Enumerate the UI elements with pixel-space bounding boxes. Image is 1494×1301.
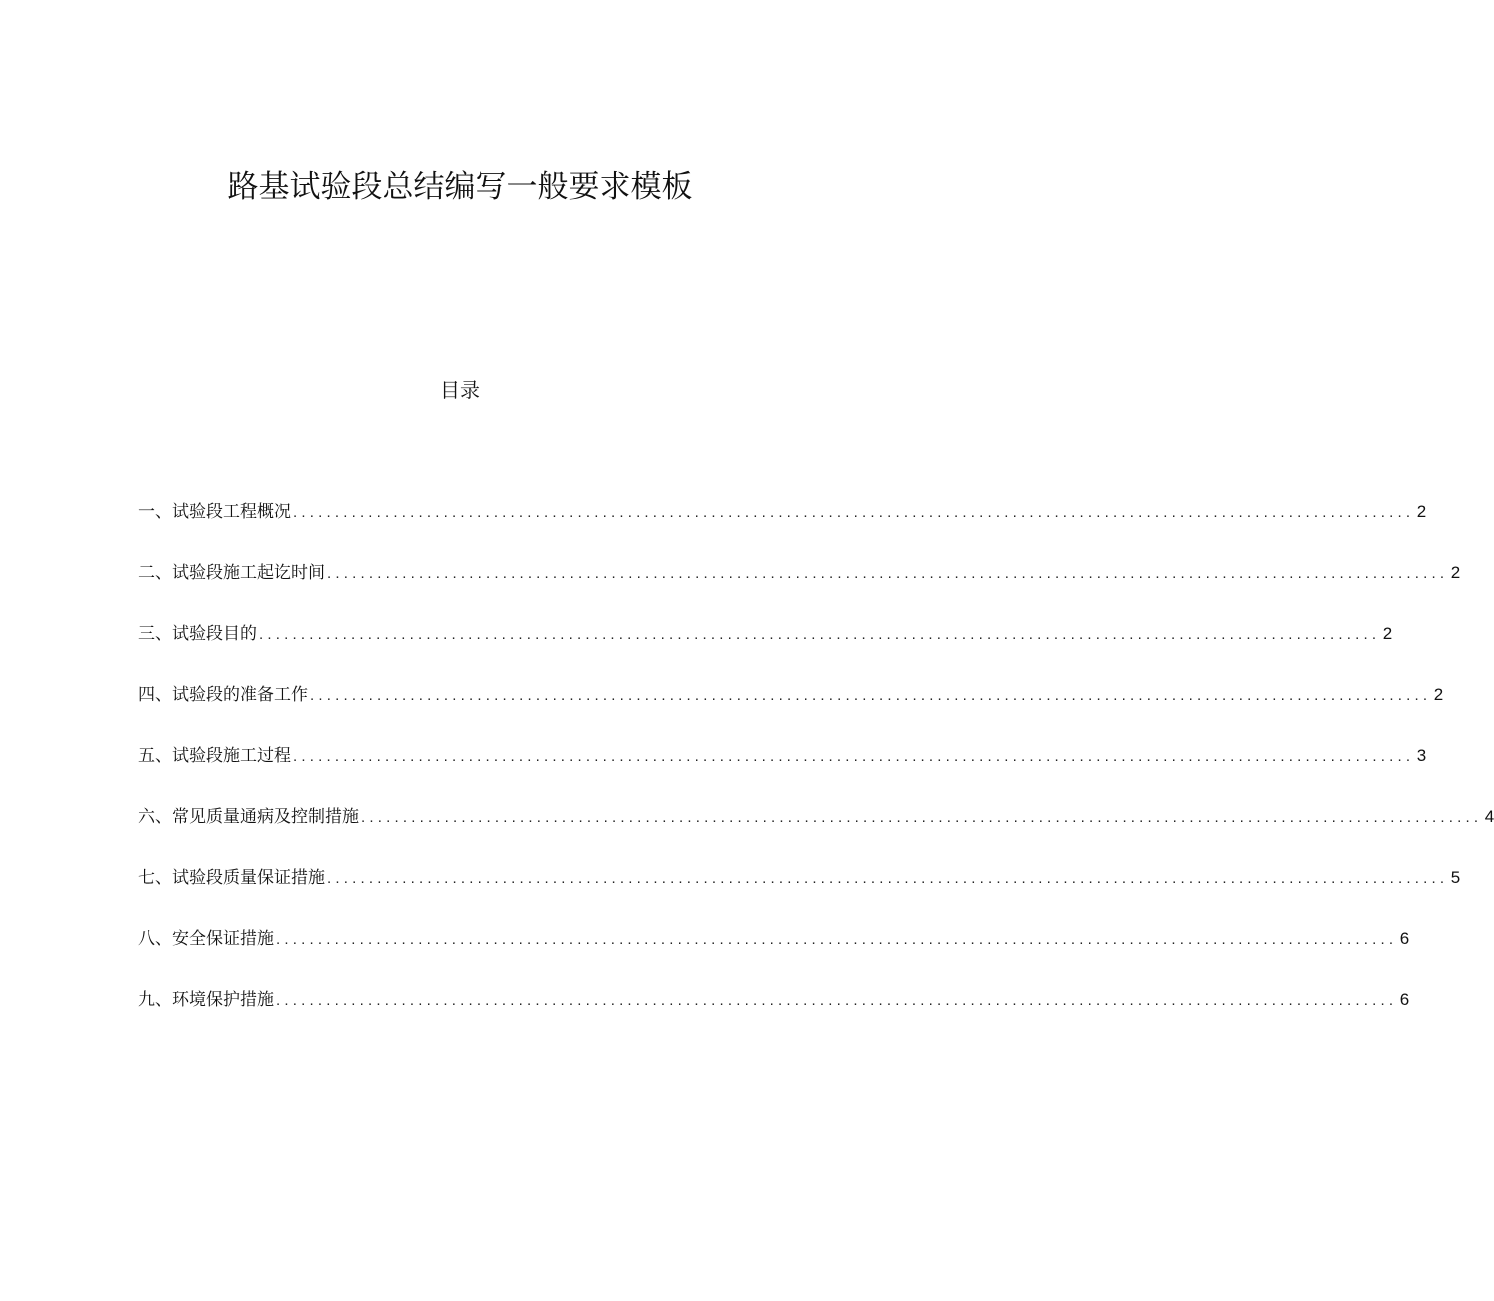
toc-page-number: 2 <box>1416 502 1427 521</box>
toc-item[interactable] <box>138 680 1444 710</box>
toc-item-label: 九、环境保护措施 <box>138 990 274 1010</box>
toc-page-number: 5 <box>1450 868 1461 887</box>
table-of-contents <box>138 497 1494 1046</box>
toc-dot-leader: ...................................................................................................................................... <box>361 809 1483 826</box>
toc-item[interactable] <box>138 863 1461 893</box>
toc-item[interactable] <box>138 558 1461 588</box>
toc-item[interactable] <box>138 924 1410 954</box>
toc-item[interactable] <box>138 619 1393 649</box>
toc-page-number: 2 <box>1433 685 1444 704</box>
toc-item-label: 六、常见质量通病及控制措施 <box>138 807 359 827</box>
document-title: 路基试验段总结编写一般要求模板 <box>227 169 693 205</box>
toc-dot-leader: ...................................................................................................................................... <box>327 870 1449 887</box>
toc-dot-leader: ...................................................................................................................................... <box>259 626 1381 643</box>
toc-page-number: 2 <box>1382 624 1393 643</box>
toc-dot-leader: ...................................................................................................................................... <box>327 565 1449 582</box>
toc-page-number: 3 <box>1416 746 1427 765</box>
toc-dot-leader: ...................................................................................................................................... <box>276 931 1398 948</box>
toc-item-label: 五、试验段施工过程 <box>138 746 291 766</box>
toc-item[interactable] <box>138 497 1427 527</box>
toc-item-label: 八、安全保证措施 <box>138 929 274 949</box>
toc-item[interactable] <box>138 802 1494 832</box>
toc-dot-leader: ...................................................................................................................................... <box>293 504 1415 521</box>
toc-page-number: 6 <box>1399 929 1410 948</box>
toc-page-number: 2 <box>1450 563 1461 582</box>
toc-item[interactable] <box>138 741 1427 771</box>
toc-item-label: 四、试验段的准备工作 <box>138 685 308 705</box>
toc-dot-leader: ...................................................................................................................................... <box>293 748 1415 765</box>
toc-item-label: 七、试验段质量保证措施 <box>138 868 325 888</box>
toc-item-label: 一、试验段工程概况 <box>138 502 291 522</box>
toc-heading: 目录 <box>440 378 480 402</box>
toc-item[interactable] <box>138 985 1410 1015</box>
toc-dot-leader: ...................................................................................................................................... <box>310 687 1432 704</box>
toc-page-number: 6 <box>1399 990 1410 1009</box>
toc-item-label: 二、试验段施工起讫时间 <box>138 563 325 583</box>
toc-dot-leader: ...................................................................................................................................... <box>276 992 1398 1009</box>
toc-item-label: 三、试验段目的 <box>138 624 257 644</box>
toc-page-number: 4 <box>1484 807 1494 826</box>
